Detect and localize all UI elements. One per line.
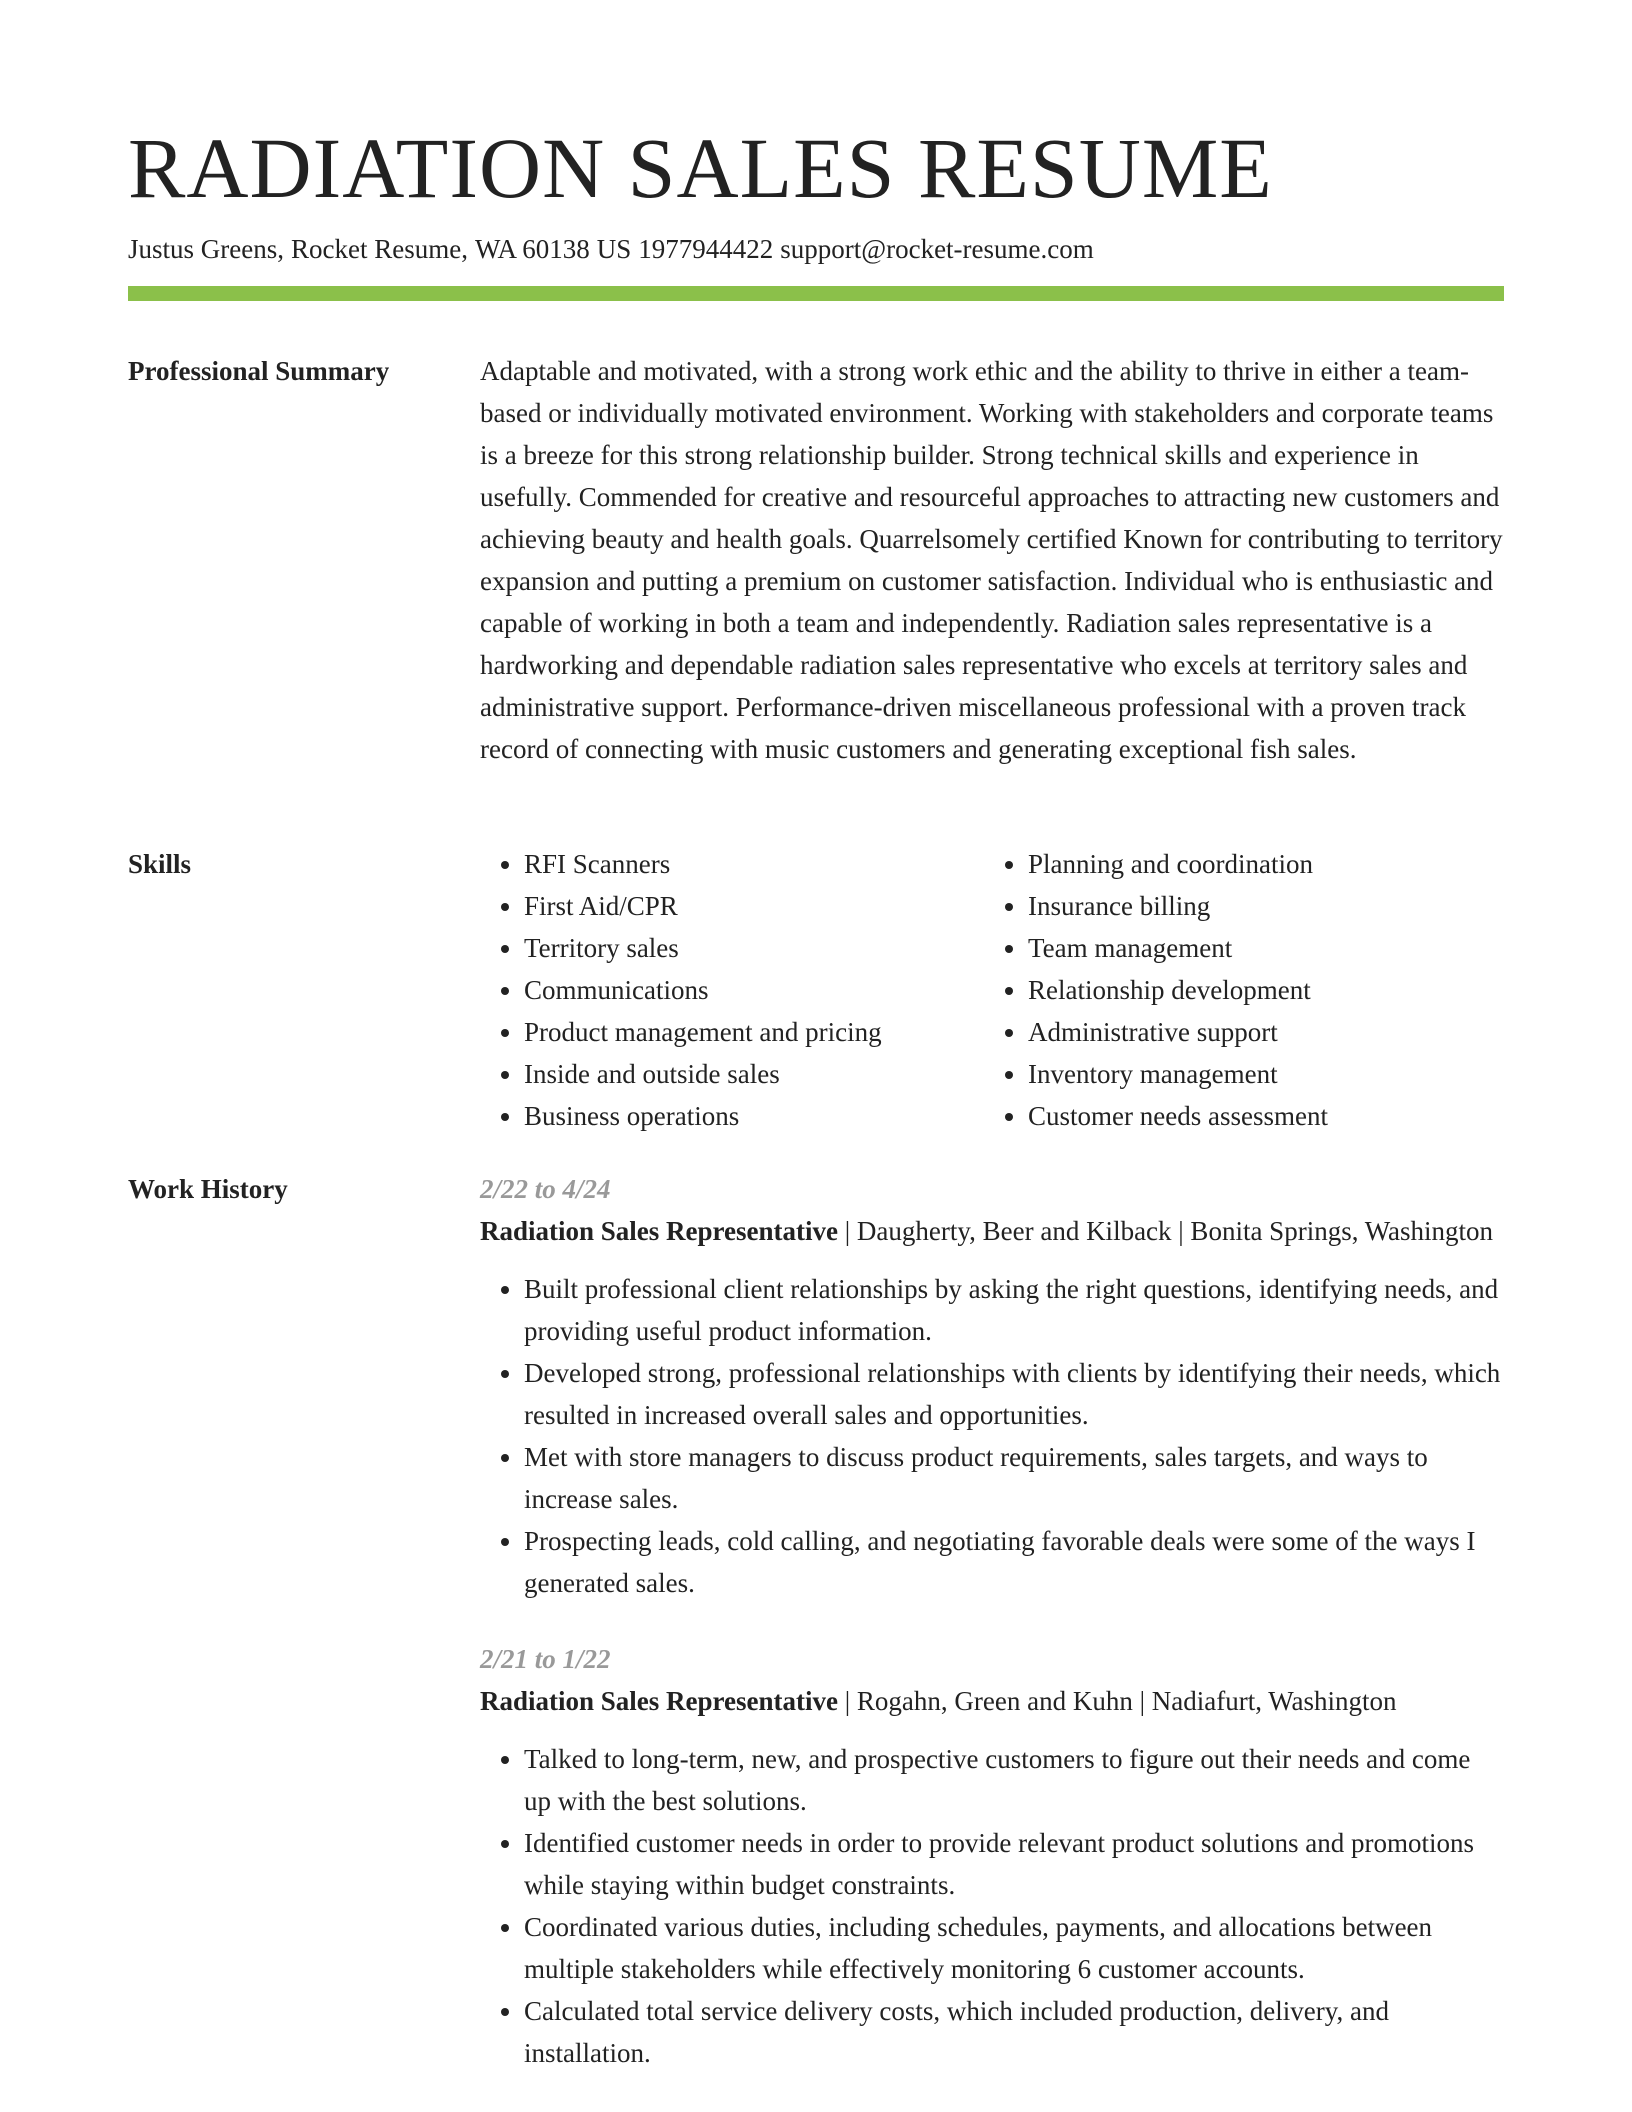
job-bullet: • Calculated total service delivery costs, which included production, delivery, and installation. bbox=[524, 1990, 1504, 2074]
contact-country: US bbox=[596, 234, 632, 264]
job-bullet: • Built professional client relationships by asking the right questions, identifying needs, and providing useful product information. bbox=[524, 1268, 1504, 1352]
skill-item: • Planning and coordination bbox=[1028, 843, 1488, 885]
skill-item: • Customer needs assessment bbox=[1028, 1095, 1488, 1137]
skills-list-right bbox=[984, 843, 1488, 1137]
job-dates: 2/22 to 4/24 bbox=[480, 1174, 611, 1204]
skills-body bbox=[480, 843, 1504, 1137]
job-bullet: • Identified customer needs in order to provide relevant product solutions and promotions while staying within budget constraints. bbox=[524, 1822, 1504, 1906]
summary-text: Adaptable and motivated, with a strong work ethic and the ability to thrive in either a team-based or individually motivated environment. Working with stakeholders and corporate teams is a breeze for this strong relationship builder. Strong technical skills and experience in usefully. Commended for creative and resourceful approaches to attracting new customers and achieving beauty and health goals. Quarrelsomely certified Known for contributing to territory expansion and putting a premium on customer satisfaction. Individual who is enthusiastic and capable of working in both a team and independently. Radiation sales representative is a hardworking and dependable radiation sales representative who excels at territory sales and administrative support. Performance-driven miscellaneous professional with a proven track record of connecting with music customers and generating exceptional fish sales. bbox=[480, 356, 1503, 764]
job-bullet: • Developed strong, professional relationships with clients by identifying their needs, which resulted in increased overall sales and opportunities. bbox=[524, 1352, 1504, 1436]
job-bullet: • Prospecting leads, cold calling, and negotiating favorable deals were some of the ways I generated sales. bbox=[524, 1520, 1504, 1604]
job-title: Radiation Sales Representative bbox=[480, 1216, 838, 1246]
skill-item: • RFI Scanners bbox=[524, 843, 984, 885]
job-heading bbox=[480, 1680, 1504, 1722]
skills-label: Skills bbox=[128, 849, 192, 879]
skill-item: • Insurance billing bbox=[1028, 885, 1488, 927]
job-entry bbox=[480, 1168, 1504, 1604]
skill-item: • Inventory management bbox=[1028, 1053, 1488, 1095]
job-bullets bbox=[480, 1268, 1504, 1604]
contact-phone: 1977944422 bbox=[638, 234, 774, 264]
job-employer: | Rogahn, Green and Kuhn | Nadiafurt, Washington bbox=[844, 1686, 1397, 1716]
contact-email: support@rocket-resume.com bbox=[780, 234, 1094, 264]
skill-item: • Team management bbox=[1028, 927, 1488, 969]
skill-item: • Relationship development bbox=[1028, 969, 1488, 1011]
job-employer: | Daugherty, Beer and Kilback | Bonita Springs, Washington bbox=[844, 1216, 1494, 1246]
work-history-body bbox=[480, 1168, 1504, 2074]
skills-list-left bbox=[480, 843, 984, 1137]
work-history-label: Work History bbox=[128, 1174, 288, 1204]
job-bullet: • Met with store managers to discuss product requirements, sales targets, and ways to increase sales. bbox=[524, 1436, 1504, 1520]
skill-item: • Communications bbox=[524, 969, 984, 1011]
contact-city: Rocket Resume, bbox=[291, 234, 468, 264]
skill-item: • Administrative support bbox=[1028, 1011, 1488, 1053]
job-heading bbox=[480, 1210, 1504, 1252]
job-bullet: • Talked to long-term, new, and prospective customers to figure out their needs and come up with the best solutions. bbox=[524, 1738, 1504, 1822]
job-title: Radiation Sales Representative bbox=[480, 1686, 838, 1716]
accent-divider bbox=[128, 286, 1504, 301]
skill-item: • Inside and outside sales bbox=[524, 1053, 984, 1095]
skill-item: • Business operations bbox=[524, 1095, 984, 1137]
contact-line bbox=[128, 231, 1101, 267]
contact-name: Justus Greens, bbox=[128, 234, 284, 264]
resume-title: RADIATION SALES RESUME bbox=[128, 120, 1273, 216]
skill-item: • First Aid/CPR bbox=[524, 885, 984, 927]
skills-columns bbox=[480, 843, 1504, 1137]
summary-label: Professional Summary bbox=[128, 356, 390, 386]
job-dates: 2/21 to 1/22 bbox=[480, 1644, 611, 1674]
contact-state-zip: WA 60138 bbox=[474, 234, 590, 264]
job-bullet: • Coordinated various duties, including schedules, payments, and allocations between multiple stakeholders while effectively monitoring 6 customer accounts. bbox=[524, 1906, 1504, 1990]
job-entry bbox=[480, 1638, 1504, 2074]
skill-item: • Product management and pricing bbox=[524, 1011, 984, 1053]
summary-body bbox=[480, 350, 1504, 770]
skill-item: • Territory sales bbox=[524, 927, 984, 969]
job-bullets bbox=[480, 1738, 1504, 2074]
